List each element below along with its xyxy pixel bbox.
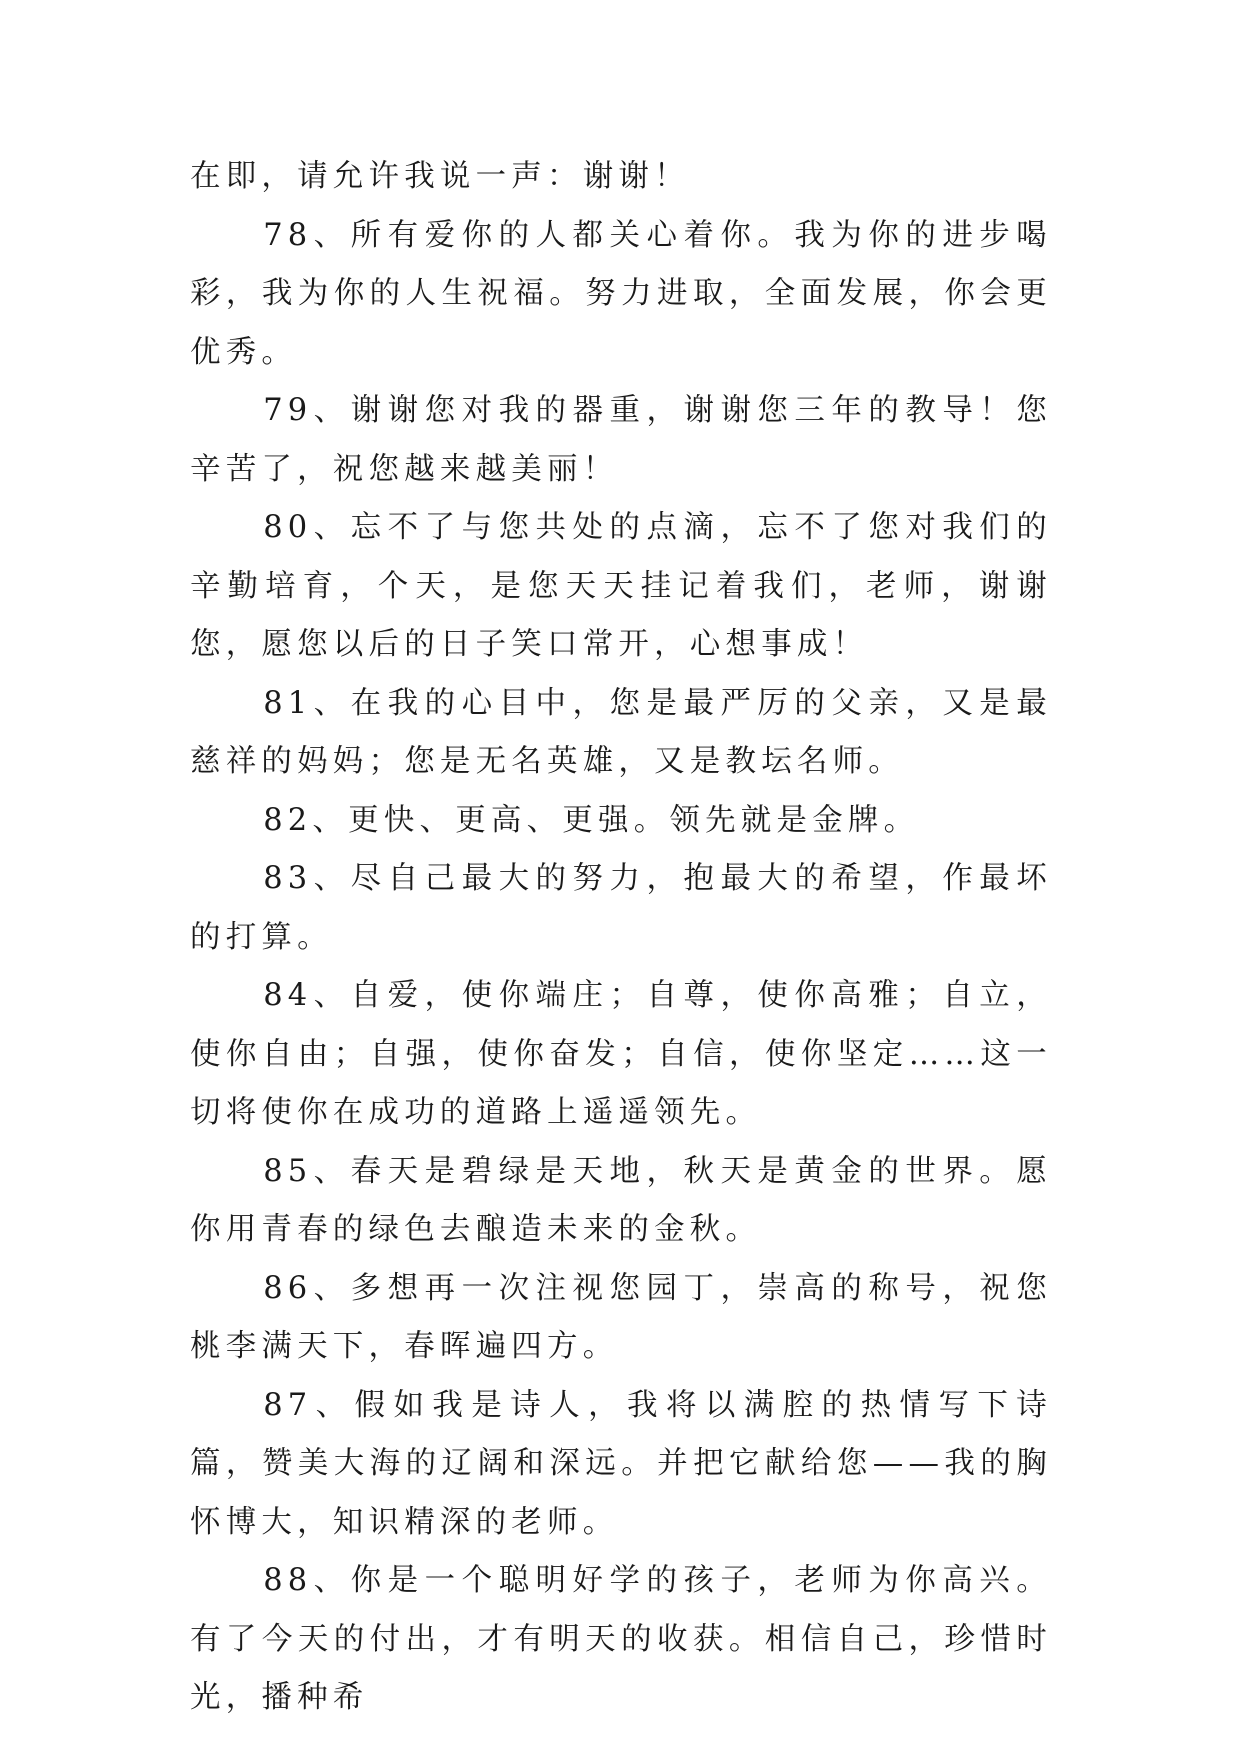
paragraph-87: 87、假如我是诗人，我将以满腔的热情写下诗篇，赞美大海的辽阔和深远。并把它献给您——我的胸怀博大，知识精深的老师。 — [190, 1387, 1052, 1540]
document-page — [190, 148, 1052, 1728]
paragraph-82: 82、更快、更高、更强。领先就是金牌。 — [263, 802, 920, 838]
paragraph-81: 81、在我的心目中，您是最严厉的父亲，又是最慈祥的妈妈；您是无名英雄，又是教坛名师。 — [190, 685, 1052, 779]
paragraph-88: 88、你是一个聪明好学的孩子，老师为你高兴。有了今天的付出，才有明天的收获。相信自己，珍惜时光，播种希 — [190, 1563, 1052, 1715]
paragraph-83: 83、尽自己最大的努力，抱最大的希望，作最坏的打算。 — [190, 861, 1052, 955]
paragraph-79: 79、谢谢您对我的器重，谢谢您三年的教导！您辛苦了，祝您越来越美丽！ — [190, 393, 1052, 487]
paragraph-84: 84、自爱，使你端庄；自尊，使你高雅；自立，使你自由；自强，使你奋发；自信，使你坚定……这一切将使你在成功的道路上遥遥领先。 — [190, 978, 1052, 1130]
paragraph-continuation: 在即，请允许我说一声：谢谢！ — [190, 159, 690, 194]
paragraph-80: 80、忘不了与您共处的点滴，忘不了您对我们的辛勤培育，个天，是您天天挂记着我们，老师，谢谢您，愿您以后的日子笑口常开，心想事成！ — [190, 510, 1052, 662]
paragraph-85: 85、春天是碧绿是天地，秋天是黄金的世界。愿你用青春的绿色去酿造未来的金秋。 — [190, 1153, 1052, 1247]
paragraph-78: 78、所有爱你的人都关心着你。我为你的进步喝彩，我为你的人生祝福。努力进取，全面发展，你会更优秀。 — [190, 217, 1052, 370]
paragraph-86: 86、多想再一次注视您园丁，崇高的称号，祝您桃李满天下，春晖遍四方。 — [190, 1270, 1052, 1364]
